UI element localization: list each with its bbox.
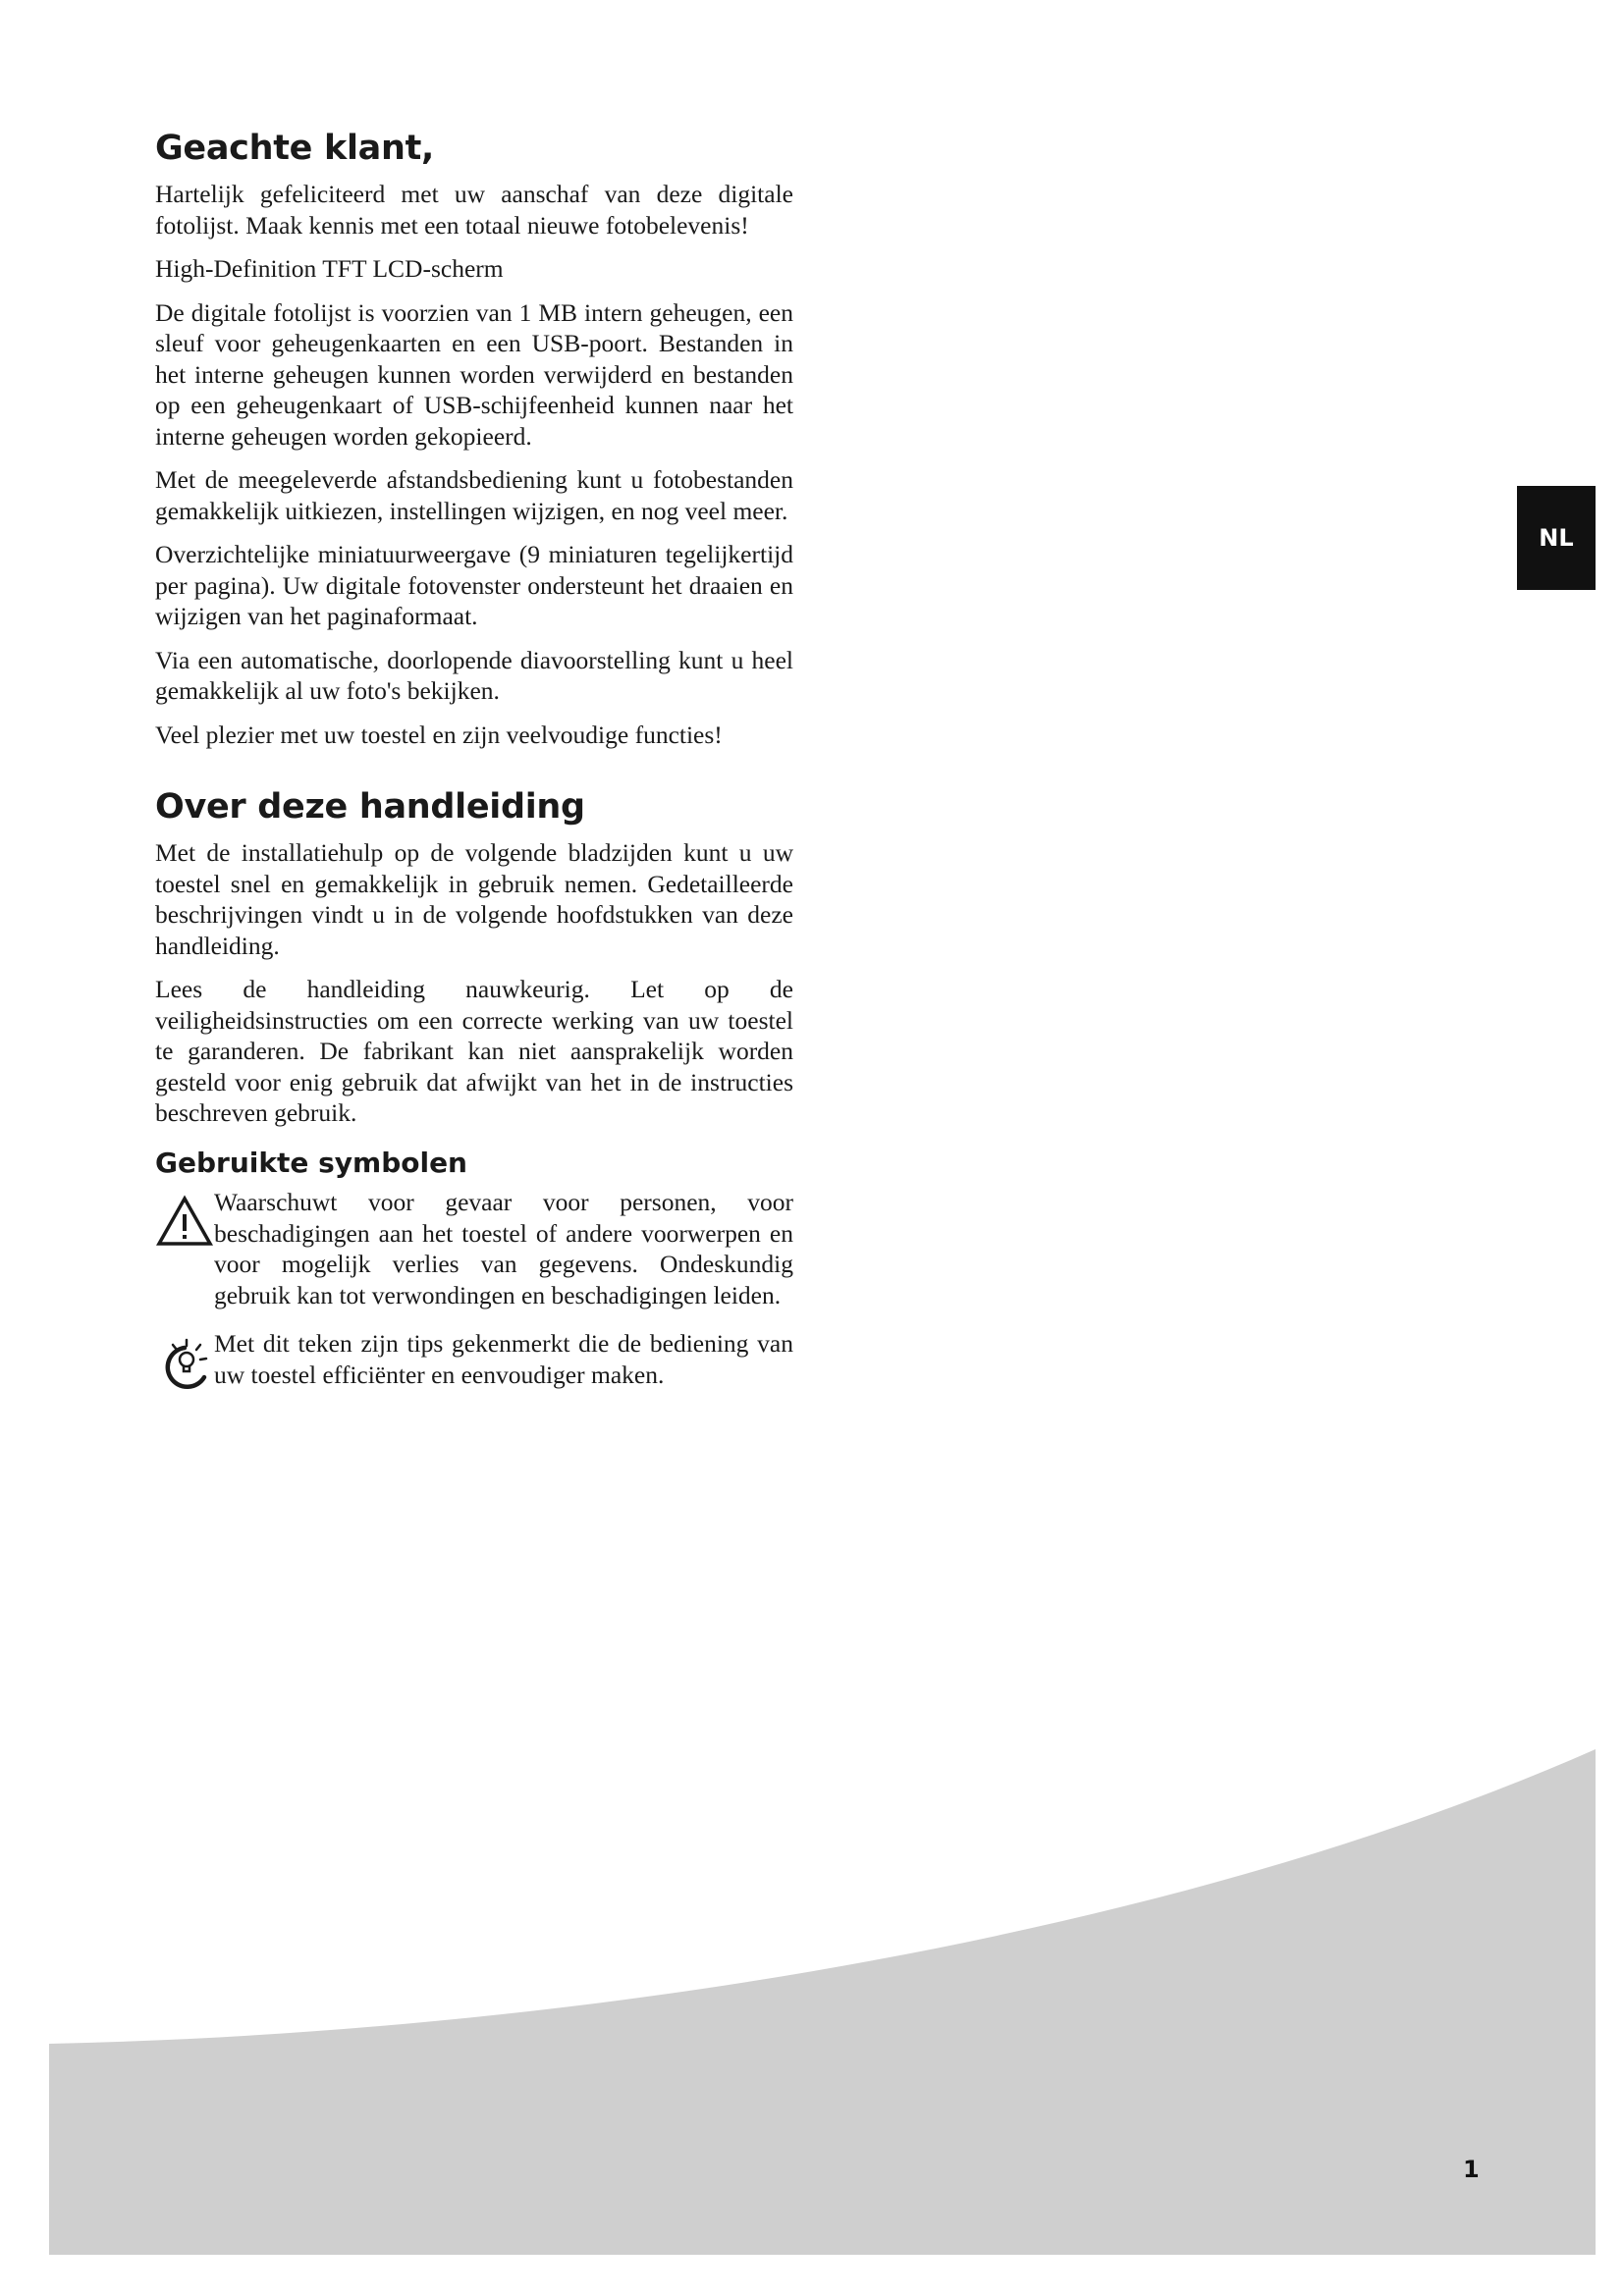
manual-heading: Over deze handleiding <box>155 787 585 827</box>
symbol-warning-row <box>155 1187 793 1310</box>
language-tab: NL <box>1517 486 1596 590</box>
tip-text: Met dit teken zijn tips gekenmerkt die de bediening van uw toestel efficiënter en eenvoudiger maken. <box>214 1329 793 1389</box>
symbols-heading: Gebruikte symbolen <box>155 1146 467 1179</box>
symbol-tip-row <box>155 1328 793 1393</box>
page-number: 1 <box>1463 2156 1480 2183</box>
intro-paragraph-2: High-Definition TFT LCD-scherm <box>155 254 504 283</box>
manual-paragraph-1: Met de installatiehulp op de volgende bladzijden kunt u uw toestel snel en gemakkelijk in gebruik nemen. Gedetailleerde beschrijvingen vindt u in de volgende hoofdstukken van deze handleiding. <box>155 838 793 960</box>
section-spacer <box>155 763 793 786</box>
intro-paragraph-5: Overzichtelijke miniatuurweergave (9 miniaturen tegelijkertijd per pagina). Uw digitale fotovenster ondersteunt het draaien en wijzigen van het paginaformaat. <box>155 540 793 630</box>
intro-paragraph-7: Veel plezier met uw toestel en zijn veelvoudige functies! <box>155 720 723 749</box>
warning-text: Waarschuwt voor gevaar voor personen, voor beschadigingen aan het toestel of andere voorwerpen en voor mogelijk verlies van gegevens. Ondeskundig gebruik kan tot verwondingen en beschadigingen leiden. <box>214 1188 793 1309</box>
intro-paragraph-3: De digitale fotolijst is voorzien van 1 MB intern geheugen, een sleuf voor geheugenkaarten en een USB-poort. Bestanden in het interne geheugen kunnen worden verwijderd en bestanden op een geheugenkaart of USB-schijfeenheid kunnen naar het interne geheugen worden gekopieerd. <box>155 297 793 451</box>
tip-lightbulb-icon <box>155 1334 214 1393</box>
intro-paragraph-4: Met de meegeleverde afstandsbediening kunt u fotobestanden gemakkelijk uitkiezen, instellingen wijzigen, en nog veel meer. <box>155 465 793 525</box>
intro-heading: Geachte klant, <box>155 129 435 168</box>
intro-paragraph-1: Hartelijk gefeliciteerd met uw aanschaf van deze digitale fotolijst. Maak kennis met een totaal nieuwe fotobelevenis! <box>155 180 793 240</box>
main-content <box>155 128 793 1411</box>
warning-triangle-icon <box>155 1193 214 1252</box>
intro-paragraph-6: Via een automatische, doorlopende diavoorstelling kunt u heel gemakkelijk al uw foto's bekijken. <box>155 645 793 705</box>
manual-paragraph-2: Lees de handleiding nauwkeurig. Let op de veiligheidsinstructies om een correcte werking van uw toestel te garanderen. De fabrikant kan niet aansprakelijk worden gesteld voor enig gebruik dat afwijkt van het in de instructies beschreven gebruik. <box>155 975 793 1127</box>
